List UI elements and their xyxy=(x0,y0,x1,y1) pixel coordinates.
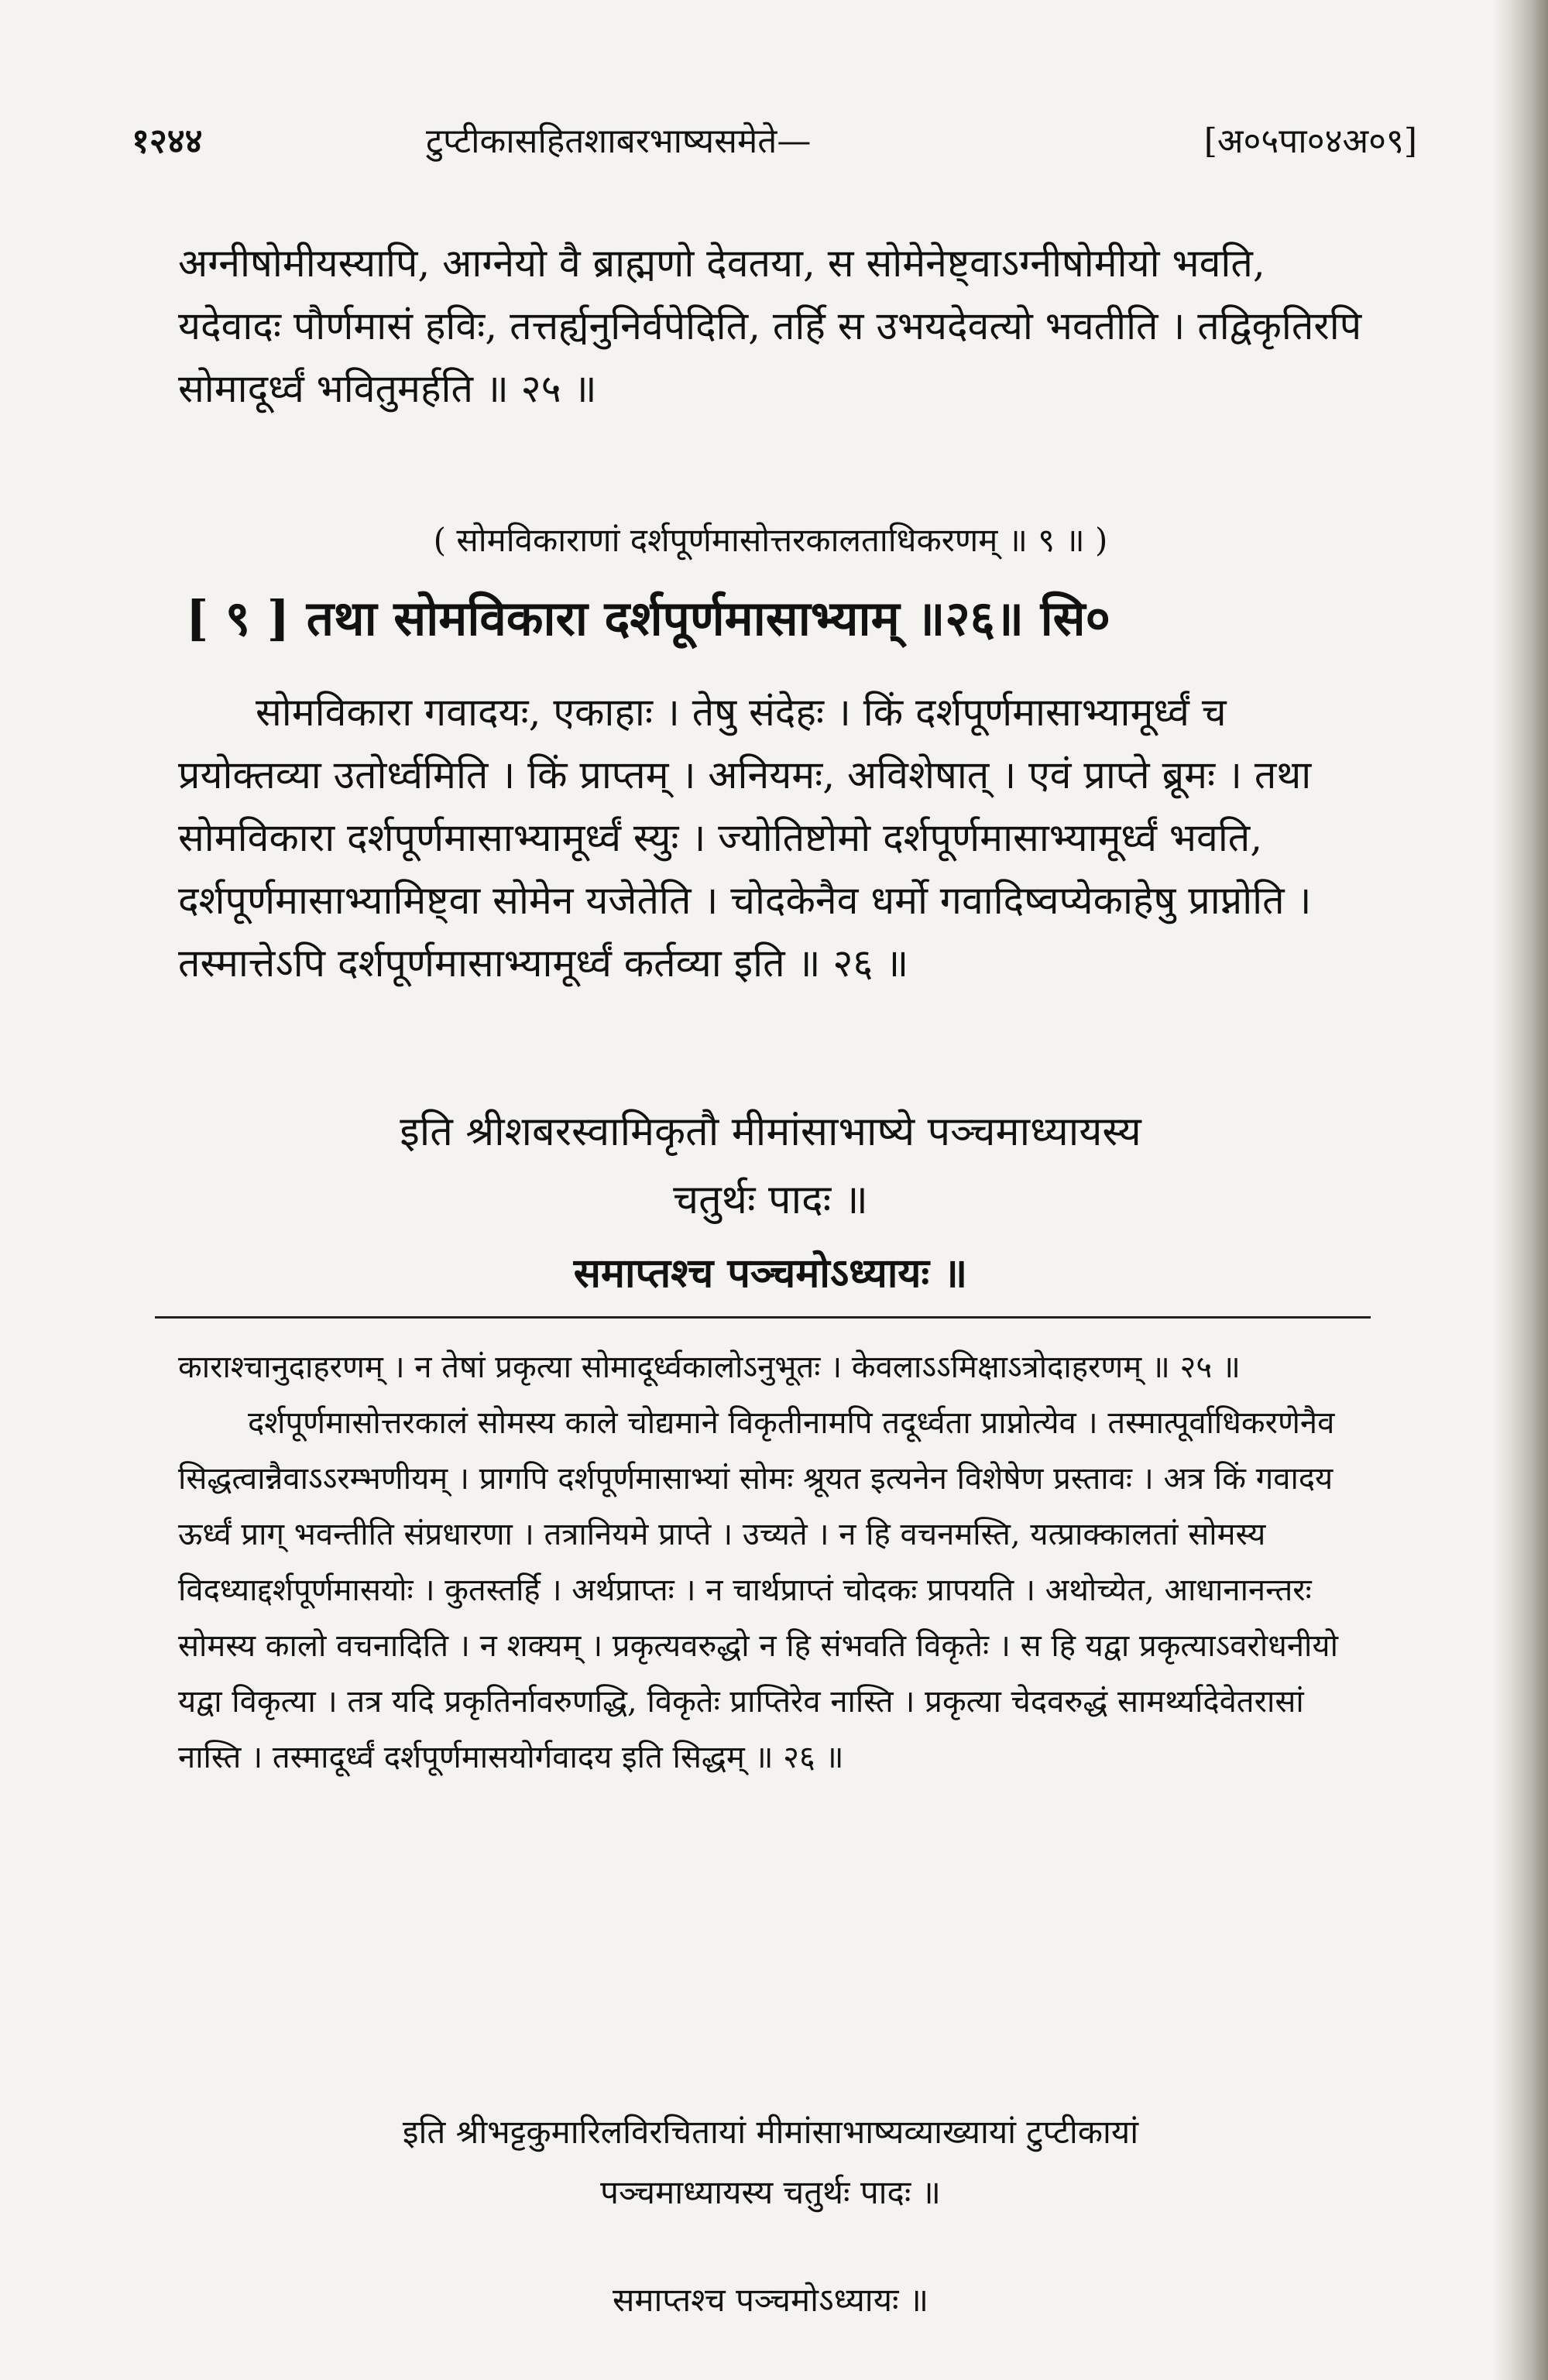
bhashya-paragraph-continued: अग्नीषोमीयस्यापि, आग्नेयो वै ब्राह्मणो देवतया, स सोमेनेष्ट्वाऽग्नीषोमीयो भवति, यदेवादः पौर्णमासं हविः, तत्तर्ह्यनुनिर्वपेदिति, तर्हि स उभयदेवत्यो भवतीति । तद्विकृतिरपि सोमादूर्ध्वं भवितुमर्हति ॥ २५ ॥ xyxy=(178,241,1362,411)
siddhanta-mark: सि० xyxy=(1040,590,1110,646)
bhashya-commentary: सोमविकारा गवादयः, एकाहाः । तेषु संदेहः । किं दर्शपूर्णमासाभ्यामूर्ध्वं च प्रयोक्तव्या उतोर्ध्वमिति । किं प्राप्तम् । अनियमः, अविशेषात् । एवं प्राप्ते ब्रूमः । तथा सोमविकारा दर्शपूर्णमासाभ्यामूर्ध्वं स्युः । ज्योतिष्टोमो दर्शपूर्णमासाभ्यामूर्ध्वं भवति, दर्शपूर्णमासाभ्यामिष्ट्वा सोमेन यजेतेति । चोदकेनैव धर्मो गवादिष्वप्येकाहेषु प्राप्नोति । तस्मात्तेऽपि दर्शपूर्णमासाभ्यामूर्ध्वं कर्तव्या इति ॥ २६ ॥ xyxy=(178,690,1312,986)
tupteeka-colophon-line-1: इति श्रीभट्टकुमारिलविरचितायां मीमांसाभाष्यव्याख्यायां टुप्टीकायां xyxy=(402,2113,1139,2151)
colophon-line-3: समाप्तश्च पञ्चमोऽध्यायः ॥ xyxy=(573,1249,968,1297)
tupteeka-colophon xyxy=(178,2102,1363,2222)
colophon-line-1: इति श्रीशबरस्वामिकृतौ मीमांसाभाष्ये पञ्चमाध्यायस्य xyxy=(400,1109,1141,1155)
sutra-line xyxy=(186,585,1394,650)
tupteeka-closing: समाप्तश्च पञ्चमोऽध्यायः ॥ xyxy=(612,2281,929,2319)
page-header xyxy=(132,116,1417,178)
running-title: टुप्टीकासहितशाबरभाष्यसमेते— xyxy=(426,122,812,161)
sutra-number: [ ९ ] xyxy=(186,590,290,646)
tupteeka-paragraph-2: दर्शपूर्णमासोत्तरकालं सोमस्य काले चोद्यमाने विकृतीनामपि तदूर्ध्वता प्राप्नोत्येव । तस्मात्पूर्वाधिकरणेनैव सिद्धत्वान्नैवाऽऽरम्भणीयम् । प्रागपि दर्शपूर्णमासाभ्यां सोमः श्रूयत इत्यनेन विशेषेण प्रस्तावः । अत्र किं गवादय ऊर्ध्वं प्राग् भवन्तीति संप्रधारणा । तत्रानियमे प्राप्ते । उच्यते । न हि वचनमस्ति, यत्प्राक्कालतां सोमस्य विदध्याद्दर्शपूर्णमासयोः । कुतस्तर्हि । अर्थप्राप्तः । न चार्थप्राप्तं चोदकः प्रापयति । अथोच्येत, आधानानन्तरः सोमस्य कालो वचनादिति । न शक्यम् । प्रकृत्यवरुद्धो न हि संभवति विकृतेः । स हि यद्वा प्रकृत्याऽवरोधनीयो यद्वा विकृत्या । तत्र यदि प्रकृतिर्नावरुणद्धि, विकृतेः प्राप्तिरेव नास्ति । प्रकृत्या चेदवरुद्धं सामर्थ्यादेवेतरासां नास्ति । तस्मादूर्ध्वं दर्शपूर्णमासयोर्गवादय इति सिद्धम् ॥ २६ ॥ xyxy=(178,1405,1338,1775)
colophon-line-2: चतुर्थः पादः ॥ xyxy=(673,1177,868,1224)
tupteeka-colophon-line-2: पञ्चमाध्यायस्य चतुर्थः पादः ॥ xyxy=(600,2173,941,2211)
sutra-text: तथा सोमविकारा दर्शपूर्णमासाभ्याम् ॥२६॥ xyxy=(306,590,1024,646)
footnote-divider xyxy=(155,1316,1371,1319)
page-number: १२४४ xyxy=(132,122,203,161)
tupteeka-paragraph-1: काराश्चानुदाहरणम् । न तेषां प्रकृत्या सोमादूर्ध्वकालोऽनुभूतः । केवलाऽऽमिक्षाऽत्रोदाहरणम् ॥ २५ ॥ xyxy=(178,1349,1241,1385)
tupteeka-commentary xyxy=(178,1339,1363,1785)
section-reference: [अ०५पा०४अ०९] xyxy=(1203,122,1417,161)
adhikarana-title: ( सोमविकाराणां दर्शपूर्णमासोत्तरकालताधिकरणम् ॥ ९ ॥ ) xyxy=(433,521,1108,559)
page-binding-edge xyxy=(1494,0,1548,2380)
bhashya-colophon xyxy=(178,1098,1363,1308)
